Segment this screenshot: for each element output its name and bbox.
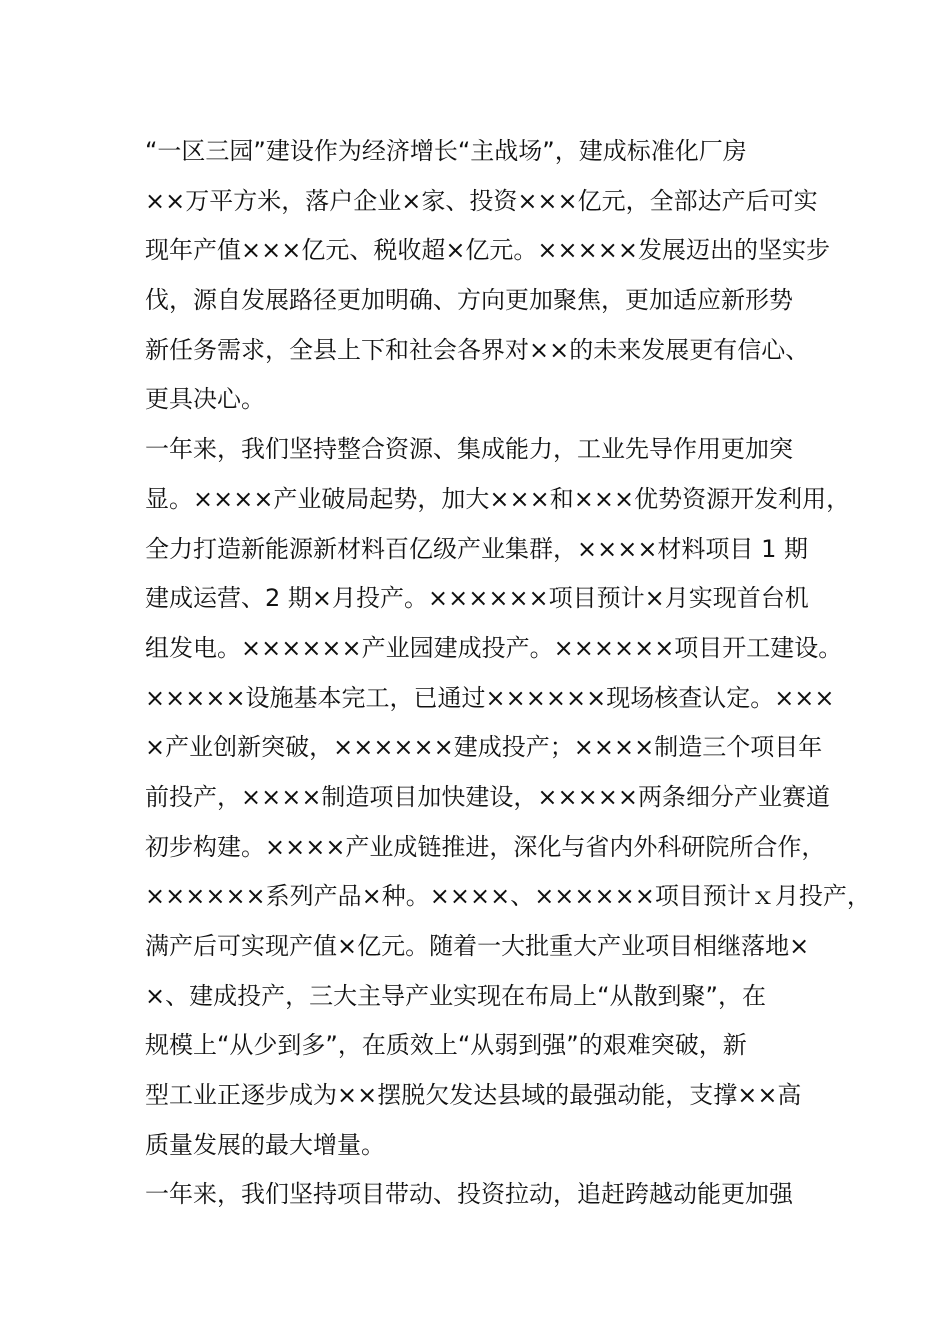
text-line: 显。××××产业破局起势，加大×××和×××优势资源开发利用，	[145, 484, 851, 513]
text-line: ×产业创新突破，××××××建成投产；××××制造三个项目年	[145, 733, 823, 762]
text-line: ×××××设施基本完工，已通过××××××现场核查认定。×××	[145, 683, 835, 712]
text-line: 伐，源自发展路径更加明确、方向更加聚焦，更加适应新形势	[145, 286, 793, 315]
text-line: 现年产值×××亿元、税收超×亿元。×××××发展迈出的坚实步	[145, 236, 830, 265]
text-line: 一年来，我们坚持项目带动、投资拉动，追赶跨越动能更加强	[145, 1180, 793, 1209]
text-line: 新任务需求，全县上下和社会各界对××的未来发展更有信心、	[145, 335, 810, 364]
text-line: 建成运营、2 期×月投产。××××××项目预计×月实现首台机	[145, 584, 809, 613]
text-line: ××××××系列产品×种。××××、××××××项目预计ｘ月投产，	[145, 882, 871, 911]
text-line: ××万平方米，落户企业×家、投资×××亿元，全部达产后可实	[145, 186, 818, 215]
text-line: 初步构建。××××产业成链推进，深化与省内外科研院所合作，	[145, 832, 826, 861]
text-line: 组发电。××××××产业园建成投产。××××××项目开工建设。	[145, 633, 843, 662]
text-line: 前投产，××××制造项目加快建设，×××××两条细分产业赛道	[145, 782, 830, 811]
text-line: 全力打造新能源新材料百亿级产业集群，××××材料项目 1 期	[145, 534, 808, 563]
text-line: 一年来，我们坚持整合资源、集成能力，工业先导作用更加突	[145, 435, 793, 464]
text-line: 满产后可实现产值×亿元。随着一大批重大产业项目相继落地×	[145, 932, 810, 960]
text-line: 型工业正逐步成为××摆脱欠发达县域的最强动能，支撑××高	[145, 1081, 802, 1110]
text-line: 质量发展的最大增量。	[145, 1130, 385, 1159]
text-line: “一区三园”建设作为经济增长“主战场”，建成标准化厂房	[145, 137, 747, 165]
body-text	[145, 127, 871, 1220]
text-line: 规模上“从少到多”，在质效上“从弱到强”的艰难突破，新	[145, 1031, 747, 1060]
text-line: 更具决心。	[145, 385, 265, 414]
text-line: ×、建成投产，三大主导产业实现在布局上“从散到聚”，在	[145, 981, 766, 1010]
